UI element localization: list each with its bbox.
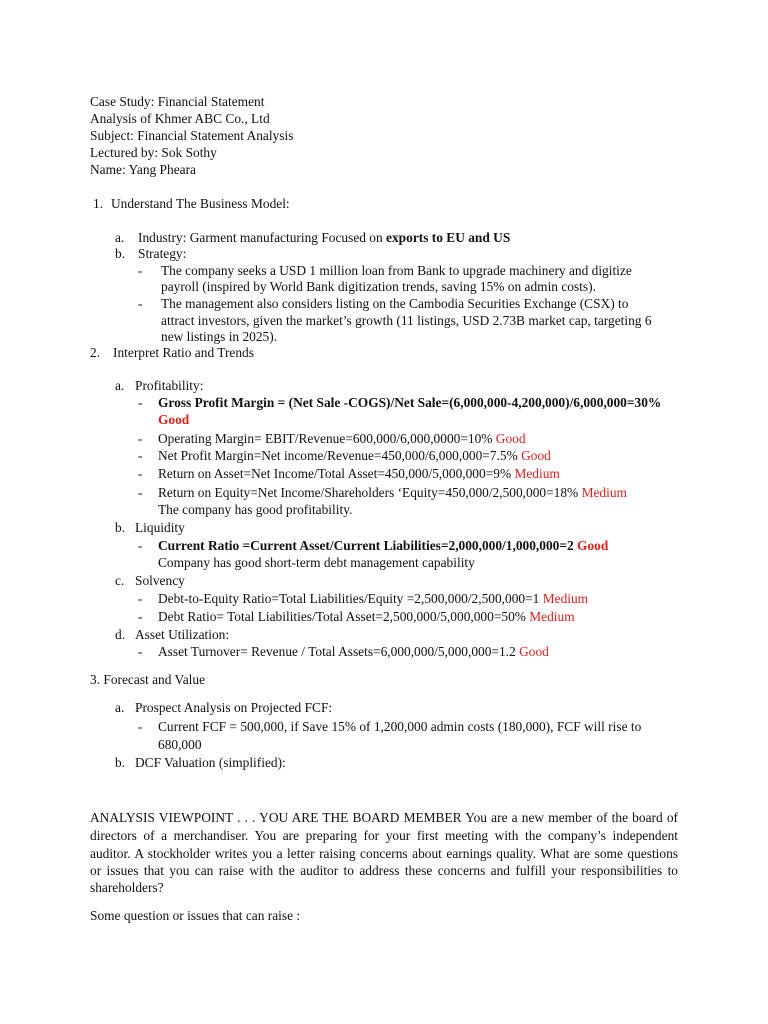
operating-margin-rating: Good <box>495 431 526 446</box>
fcf-line2: 680,000 <box>158 737 202 752</box>
s2-dash-npm: - <box>138 448 143 463</box>
section-1-title: Understand The Business Model: <box>111 196 290 211</box>
s3-item-b-marker: b. <box>115 755 126 770</box>
s2-dash-at: - <box>138 644 143 659</box>
debt-to-equity-text: Debt-to-Equity Ratio=Total Liabilities/Equity =2,500,000/2,500,000=1 <box>158 591 543 606</box>
return-on-asset-line <box>158 465 560 482</box>
header-line-title: Case Study: Financial Statement <box>90 94 265 109</box>
header-line-lecturer: Lectured by: Sok Sothy <box>90 145 217 160</box>
net-profit-margin-rating: Good <box>521 448 551 463</box>
s2-dash-cr: - <box>138 538 143 553</box>
s1-strategy-2-line2: attract investors, given the market’s growth (11 listings, USD 2.73B market cap, targeting 6 <box>161 313 652 328</box>
return-on-asset-text: Return on Asset=Net Income/Total Asset=450,000/5,000,000=9% <box>158 466 515 481</box>
s2-dash-opm: - <box>138 431 143 446</box>
s1-strategy-1-line2: payroll (inspired by World Bank digitization trends, saving 15% on admin costs). <box>161 279 596 294</box>
s2-dash-gpm: - <box>138 395 143 410</box>
viewpoint-line-1: ANALYSIS VIEWPOINT . . . YOU ARE THE BOARD MEMBER You are a new member of the board of <box>90 810 678 825</box>
current-ratio-rating: Good <box>577 538 609 553</box>
debt-ratio-text: Debt Ratio= Total Liabilities/Total Asset=2,500,000/5,000,000=50% <box>158 609 530 624</box>
profitability-note: The company has good profitability. <box>158 502 353 517</box>
s1-industry-text: Industry: Garment manufacturing Focused on <box>138 230 387 245</box>
asset-turnover-text: Asset Turnover= Revenue / Total Assets=6,000,000/5,000,000=1.2 <box>158 644 520 659</box>
s2-dash-dr: - <box>138 609 143 624</box>
debt-to-equity-line <box>158 590 588 607</box>
s3-dash-fcf: - <box>138 719 143 734</box>
s2-dash-de: - <box>138 591 143 606</box>
s2-profitability-title: Profitability: <box>135 378 204 393</box>
s1-strategy-dash-1: - <box>138 263 143 278</box>
header-line-name: Name: Yang Pheara <box>90 162 196 177</box>
header-line-subtitle: Analysis of Khmer ABC Co., Ltd <box>90 111 270 126</box>
s2-liquidity-title: Liquidity <box>135 520 185 535</box>
s1-industry-bold: exports to EU and US <box>386 230 511 245</box>
debt-ratio-line <box>158 608 575 625</box>
s3-item-a-marker: a. <box>115 700 125 715</box>
s2-item-a-marker: a. <box>115 378 125 393</box>
current-ratio-text: Current Ratio =Current Asset/Current Liabilities=2,000,000/1,000,000=2 <box>158 538 578 553</box>
s1-item-a-marker: a. <box>115 230 125 245</box>
s1-item-a-industry <box>138 229 510 246</box>
debt-ratio-rating: Medium <box>529 609 575 624</box>
s1-strategy-1-line1: The company seeks a USD 1 million loan from Bank to upgrade machinery and digitize <box>161 263 632 278</box>
return-on-equity-rating: Medium <box>581 485 627 500</box>
s1-strategy-2-line1: The management also considers listing on the Cambodia Securities Exchange (CSX) to <box>161 296 629 311</box>
viewpoint-line-5: shareholders? <box>90 880 164 895</box>
current-ratio-line <box>158 537 608 554</box>
s3-prospect-title: Prospect Analysis on Projected FCF: <box>135 700 333 715</box>
header-line-subject: Subject: Financial Statement Analysis <box>90 128 294 143</box>
s1-item-b-strategy: Strategy: <box>138 246 187 261</box>
s2-item-d-marker: d. <box>115 627 126 642</box>
s1-strategy-2-line3: new listings in 2025). <box>161 329 278 344</box>
s1-strategy-dash-2: - <box>138 296 143 311</box>
debt-to-equity-rating: Medium <box>542 591 589 606</box>
asset-turnover-line <box>158 643 549 660</box>
operating-margin-text: Operating Margin= EBIT/Revenue=600,000/6,000,0000=10% <box>158 431 496 446</box>
net-profit-margin-text: Net Profit Margin=Net income/Revenue=450,000/6,000,000=7.5% <box>158 448 522 463</box>
operating-margin-line <box>158 430 526 447</box>
return-on-asset-rating: Medium <box>514 466 560 481</box>
s2-asset-utilization-title: Asset Utilization: <box>135 627 230 642</box>
s1-item-b-marker: b. <box>115 246 126 261</box>
viewpoint-line-3: auditor. A stockholder writes you a letter raising concerns about earnings quality. What are some questions <box>90 846 678 861</box>
s2-item-b-marker: b. <box>115 520 126 535</box>
s3-dcf-title: DCF Valuation (simplified): <box>135 755 286 770</box>
gross-profit-margin-rating: Good <box>158 412 190 427</box>
net-profit-margin-line <box>158 447 551 464</box>
return-on-equity-text: Return on Equity=Net Income/Shareholders ‘Equity=450,000/2,500,000=18% <box>158 485 582 500</box>
section-1-number: 1. <box>93 196 104 211</box>
closing-line: Some question or issues that can raise : <box>90 908 301 923</box>
gross-profit-margin-line1: Gross Profit Margin = (Net Sale -COGS)/Net Sale=(6,000,000-4,200,000)/6,000,000=30% <box>158 395 662 410</box>
asset-turnover-rating: Good <box>519 644 549 659</box>
s2-dash-roa: - <box>138 466 143 481</box>
section-2-number: 2. <box>90 345 101 360</box>
fcf-line1: Current FCF = 500,000, if Save 15% of 1,200,000 admin costs (180,000), FCF will rise to <box>158 719 642 734</box>
s2-solvency-title: Solvency <box>135 573 185 588</box>
section-3-title: 3. Forecast and Value <box>90 672 206 687</box>
section-2-title: Interpret Ratio and Trends <box>113 345 254 360</box>
viewpoint-line-4: or issues that you can raise with the auditor to address these concerns and fulfill your responsibilities to <box>90 863 678 878</box>
s2-dash-roe: - <box>138 485 143 500</box>
return-on-equity-line <box>158 484 627 501</box>
s2-item-c-marker: c. <box>115 573 125 588</box>
liquidity-note: Company has good short-term debt management capability <box>158 555 475 570</box>
viewpoint-line-2: directors of a merchandiser. You are preparing for your first meeting with the company’s independent <box>90 828 678 843</box>
